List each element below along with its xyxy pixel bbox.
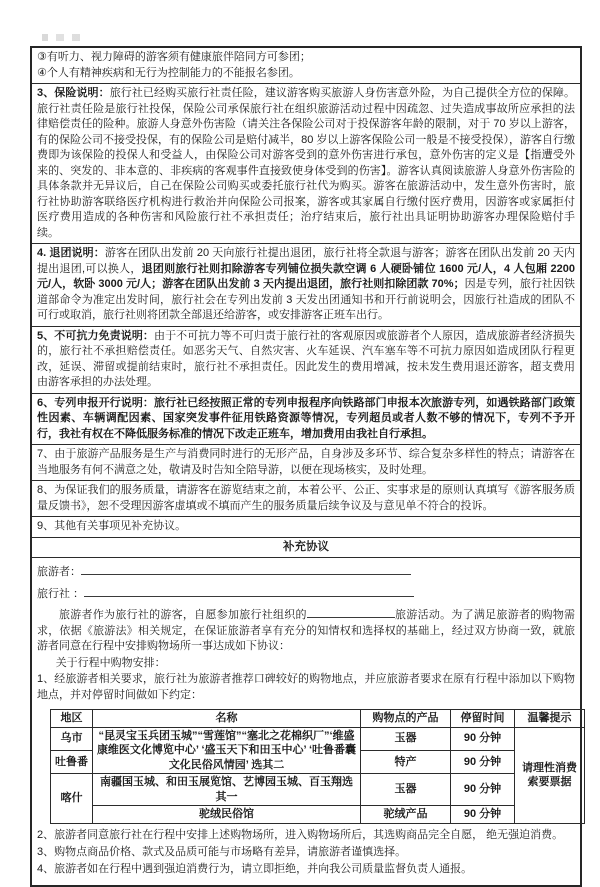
- traveler-label: 旅游者：: [37, 566, 81, 578]
- clause-3-insurance: 3、保险说明：旅行社已经购买旅行社责任险，建议游客购买旅游人身伤害意外险，为自己提供全方位的保障。旅行社责任险是旅行社投保，保险公司承保旅行社在组织旅游活动过程中因疏忽、过失造成事故所应承担的法律赔偿责任的险种。旅游人身意外伤害险（请关注各保险公司对于投保游客年龄的限制，对于 70 岁以上游客，有的保险公司不接受投保，有的保险公司是赔付减半，80 岁以上游客保险公司一般是不接受投保），游客自行缴费即为该保险的投保人和受益人，由保险公司对游客受到的意外伤害进行承包，意外伤害的定义是【指遭受外来的、突发的、非本意的、非疾病的客观事件直接致使身体受到的伤害】。游客认真阅读旅游人身意外伤害险的具体条款并无异议后，自己在保险公司购买或委托旅行社代为购买。游客在旅游活动中，发生意外伤害时，旅行社协助游客联络医疗机构进行救治并向保险公司报案，游客或其家属自行缴付医疗费用，因游客或家属拒付医疗费用造成的各种伤害和风险旅行社不承担责任；治疗结束后，旅行社出具证明协助游客办理保险赔付手续。: [32, 84, 580, 244]
- shopping-post-items: [37, 828, 575, 878]
- clause-participation-restrictions: [32, 48, 580, 84]
- product-special: 特产: [361, 750, 451, 773]
- agency-blank-field: [84, 585, 414, 597]
- agency-signature-line: [37, 585, 575, 603]
- region-turpan: 吐鲁番: [51, 750, 93, 773]
- restriction-item-3: ③有听力、视力障碍的游客须有健康旅伴陪同方可参团；: [37, 51, 311, 63]
- table-row-kashgar-camel: [51, 806, 585, 824]
- tip-line-1: 请理性消费: [522, 761, 577, 774]
- shopping-item-3: 3、购物点商品价格、款式及品质可能与市场略有差异，请旅游者谨慎选择。: [37, 845, 407, 858]
- product-camel: 驼绒产品: [361, 806, 451, 824]
- tip-line-2: 索要票据: [527, 776, 572, 788]
- clause-8-quality-feedback: 8、为保证我们的服务质量，请游客在游览结束之前，本着公平、公正、实事求是的原则认真填写《游客服务质量反馈书》，恕不受理因游客虚填或不填而产生的服务质量后续争议及与意见单不符合的投诉。: [32, 481, 580, 517]
- table-header-name: 名称: [93, 710, 361, 728]
- clause-6-train-declaration: 6、专列申报开行说明：旅行社已经按照正常的专列申报程序向铁路部门申报本次旅游专列，如遇铁路部门政策性因素、车辆调配因素、国家突发事件征用铁路资源等情况，专列超员或者人数不够的情况下，专列不予开行，我社有权在不降低服务标准的情况下改走正班车，增加费用由我社自行承担。: [32, 394, 580, 446]
- supplement-heading: 补充协议: [32, 538, 580, 559]
- shopping-table-header-row: [51, 710, 585, 728]
- clause-5-force-majeure: 5、不可抗力免责说明：由于不可抗力等不可归责于旅行社的客观原因或旅游者个人原因，造成旅游者经济损失的，旅行社不承担赔偿责任。如恶劣天气、自然灾害、火车延误、汽车塞车等不可抗力原因如造成团队行程更改，延误、滞留或提前结束时，旅行社不承担责任。因此发生的费用增减，按未发生费用退还游客，超支费用由游客承担的办法处理。: [32, 327, 580, 394]
- page-edge-artifact: [42, 34, 88, 41]
- contract-document: [30, 46, 582, 887]
- shopping-item-1: 1、经旅游者相关要求，旅行社为旅游者推荐口碑较好的购物地点，并应旅游者要求在原有行程中添加以下购物地点，并对停留时间做如下约定：: [37, 673, 575, 701]
- region-kashgar: 喀什: [51, 774, 93, 824]
- region-urumqi: 乌市: [51, 727, 93, 750]
- table-header-tip: 温馨提示: [515, 710, 585, 728]
- table-header-product: 购物点的产品: [361, 710, 451, 728]
- shopping-item-2: 2、旅游者同意旅行社在行程中安排上述购物场所，进入购物场所后，其选购商品完全自愿， 绝无强迫消费。: [37, 828, 564, 841]
- tip-cell: [515, 727, 585, 823]
- clause-4-refund: 4. 退团说明：游客在团队出发前 20 天向旅行社提出退团，旅行社将全款退与游客；游客在团队出发前 20 天内提出退团,可以换人，退团则旅行社则扣除游客专列铺位损失款空调 6 人硬卧铺位 1600 元/人，4 人包厢 2200 元/人，软卧 3000 元/人；游客在团队出发前 3 天内提出退团，旅行社则扣除团款 70%；因是专列，旅行社因铁道部命令为准定出发时间，旅行社会在专列出发前 3 天发出团通知书和开行前说明会，因旅行社造成的团队不可行或取消，旅行社则将团款全部退还给游客，或安排游客正班车出行。: [32, 244, 580, 327]
- restriction-item-4: ④个人有精神疾病和无行为控制能力的不能报名参团。: [37, 66, 300, 79]
- name-north-shops: “昆灵宝玉兵团玉城”“雪莲馆”“塞北之花棉织厂”‘维盛康维医文化博览中心’ ‘盛玉天下和田玉中心’ ‘吐鲁番囊文化民俗风情园’ 选其二: [93, 727, 361, 774]
- product-jade-1: 玉器: [361, 727, 451, 750]
- shopping-item-4: 4、旅游者如在行程中遇到强迫消费行为，请立即拒绝，并向我公司质量监督负责人通报。: [37, 862, 473, 875]
- supplement-body: [32, 558, 580, 885]
- clause-9-other-matters: 9、其他有关事项见补充协议。: [32, 517, 580, 538]
- table-row-urumqi: [51, 727, 585, 750]
- stay-time-4: 90 分钟: [451, 806, 515, 824]
- stay-time-3: 90 分钟: [451, 774, 515, 806]
- table-header-region: 地区: [51, 710, 93, 728]
- supplement-intro-paragraph: 旅游者作为旅行社的游客，自愿参加旅行社组织的 旅游活动。为了满足旅游者的购物需求，依据《旅游法》相关规定，在保证旅游者享有充分的知情权和选择权的基础上，经过双方协商一致，就旅游者同意在行程中安排购物场所一事达成如下协议：: [37, 606, 575, 655]
- traveler-signature-line: [37, 563, 575, 581]
- traveler-blank-field: [81, 563, 411, 575]
- shopping-arrangement-title: 关于行程中购物安排：: [55, 656, 166, 669]
- product-jade-2: 玉器: [361, 774, 451, 806]
- table-row-kashgar-jade: [51, 774, 585, 806]
- table-header-stay-time: 停留时间: [451, 710, 515, 728]
- stay-time-2: 90 分钟: [451, 750, 515, 773]
- shopping-table: [50, 709, 585, 824]
- agency-label: 旅行社 ：: [37, 587, 85, 600]
- stay-time-1: 90 分钟: [451, 727, 515, 750]
- name-kashgar-camel: 驼绒民俗馆: [93, 806, 361, 824]
- name-kashgar-jade: 南疆国玉城、和田玉展览馆、艺博园玉城、百玉翔选其一: [93, 774, 361, 806]
- clause-7-service-notice: 7、由于旅游产品服务是生产与消费同时进行的无形产品，自身涉及多环节、综合复杂多样性的特点；请游客在当地服务有何不满意之处，敬请及时告知全陪导游，以便在现场核实，及时处理。: [32, 445, 580, 481]
